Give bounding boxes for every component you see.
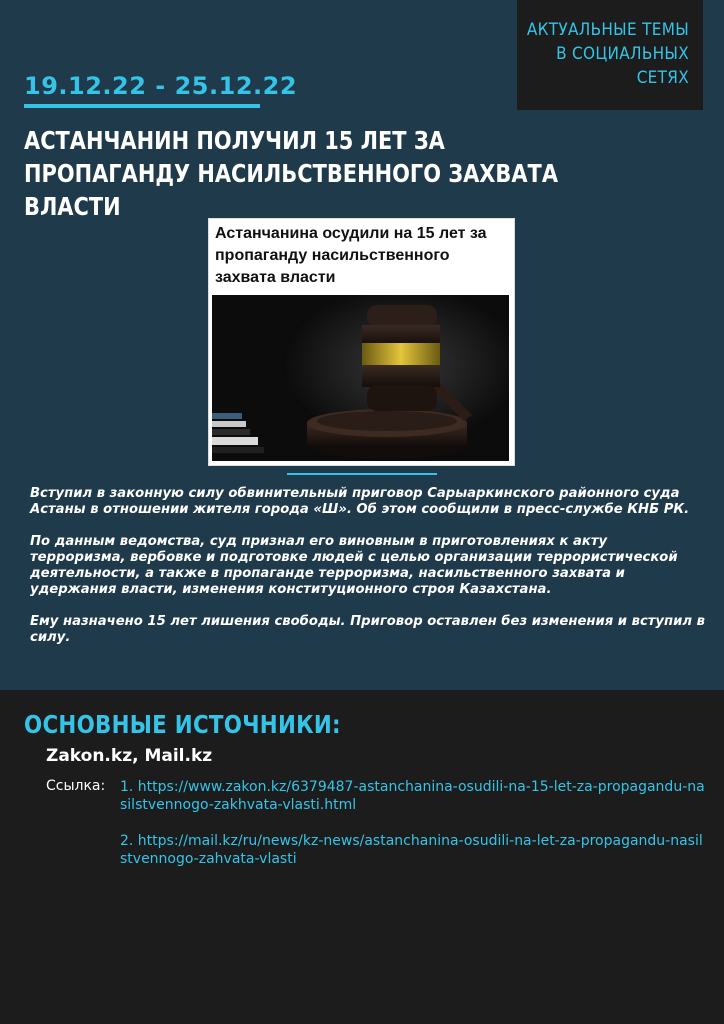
- source-link[interactable]: 1. https://www.zakon.kz/6379487-astanchanina-osudili-na-15-let-za-propagandu-nasilstvennogo-zakhvata-vlasti.html: [120, 779, 705, 813]
- topics-badge-line: СЕТЯХ: [636, 68, 689, 88]
- page-title: АСТАНЧАНИН ПОЛУЧИЛ 15 ЛЕТ ЗА ПРОПАГАНДУ НАСИЛЬСТВЕННОГО ЗАХВАТА ВЛАСТИ: [24, 126, 559, 221]
- article-body: [30, 486, 706, 662]
- topics-badge-line: АКТУАЛЬНЫЕ ТЕМЫ: [526, 20, 689, 40]
- news-screenshot: [208, 218, 515, 466]
- gavel-photo: [212, 295, 509, 461]
- links-list: [120, 778, 710, 886]
- gavel-image: [212, 295, 509, 461]
- date-range: 19.12.22 - 25.12.22: [24, 72, 298, 100]
- link-label: Ссылка:: [46, 778, 106, 794]
- date-underline: [24, 104, 260, 108]
- topics-badge: [517, 0, 703, 110]
- separator-line: [287, 473, 437, 475]
- topics-badge-line: В СОЦИАЛЬНЫХ: [556, 44, 689, 64]
- sources-names: Zakon.kz, Mail.kz: [46, 746, 213, 766]
- article-paragraph: Ему назначено 15 лет лишения свободы. Приговор оставлен без изменения и вступил в силу.: [30, 614, 705, 645]
- article-paragraph: По данным ведомства, суд признал его виновным в приготовлениях к акту терроризма, вербовке и подготовке людей с целью организации террористической деятельности, а также в пропаганде терроризма, насильственного захвата и удержания власти, изменения конституционного строя Казахстана.: [30, 534, 678, 597]
- news-card-title: Астанчанина осудили на 15 лет за пропаганду насильственного захвата власти: [215, 225, 487, 286]
- sources-heading: ОСНОВНЫЕ ИСТОЧНИКИ:: [24, 710, 341, 739]
- source-link[interactable]: 2. https://mail.kz/ru/news/kz-news/astanchanina-osudili-na-let-za-propagandu-nasilstvennogo-zahvata-vlasti: [120, 833, 703, 867]
- article-paragraph: Вступил в законную силу обвинительный приговор Сарыаркинского районного суда Астаны в отношении жителя города «Ш». Об этом сообщили в пресс-службе КНБ РК.: [30, 486, 690, 517]
